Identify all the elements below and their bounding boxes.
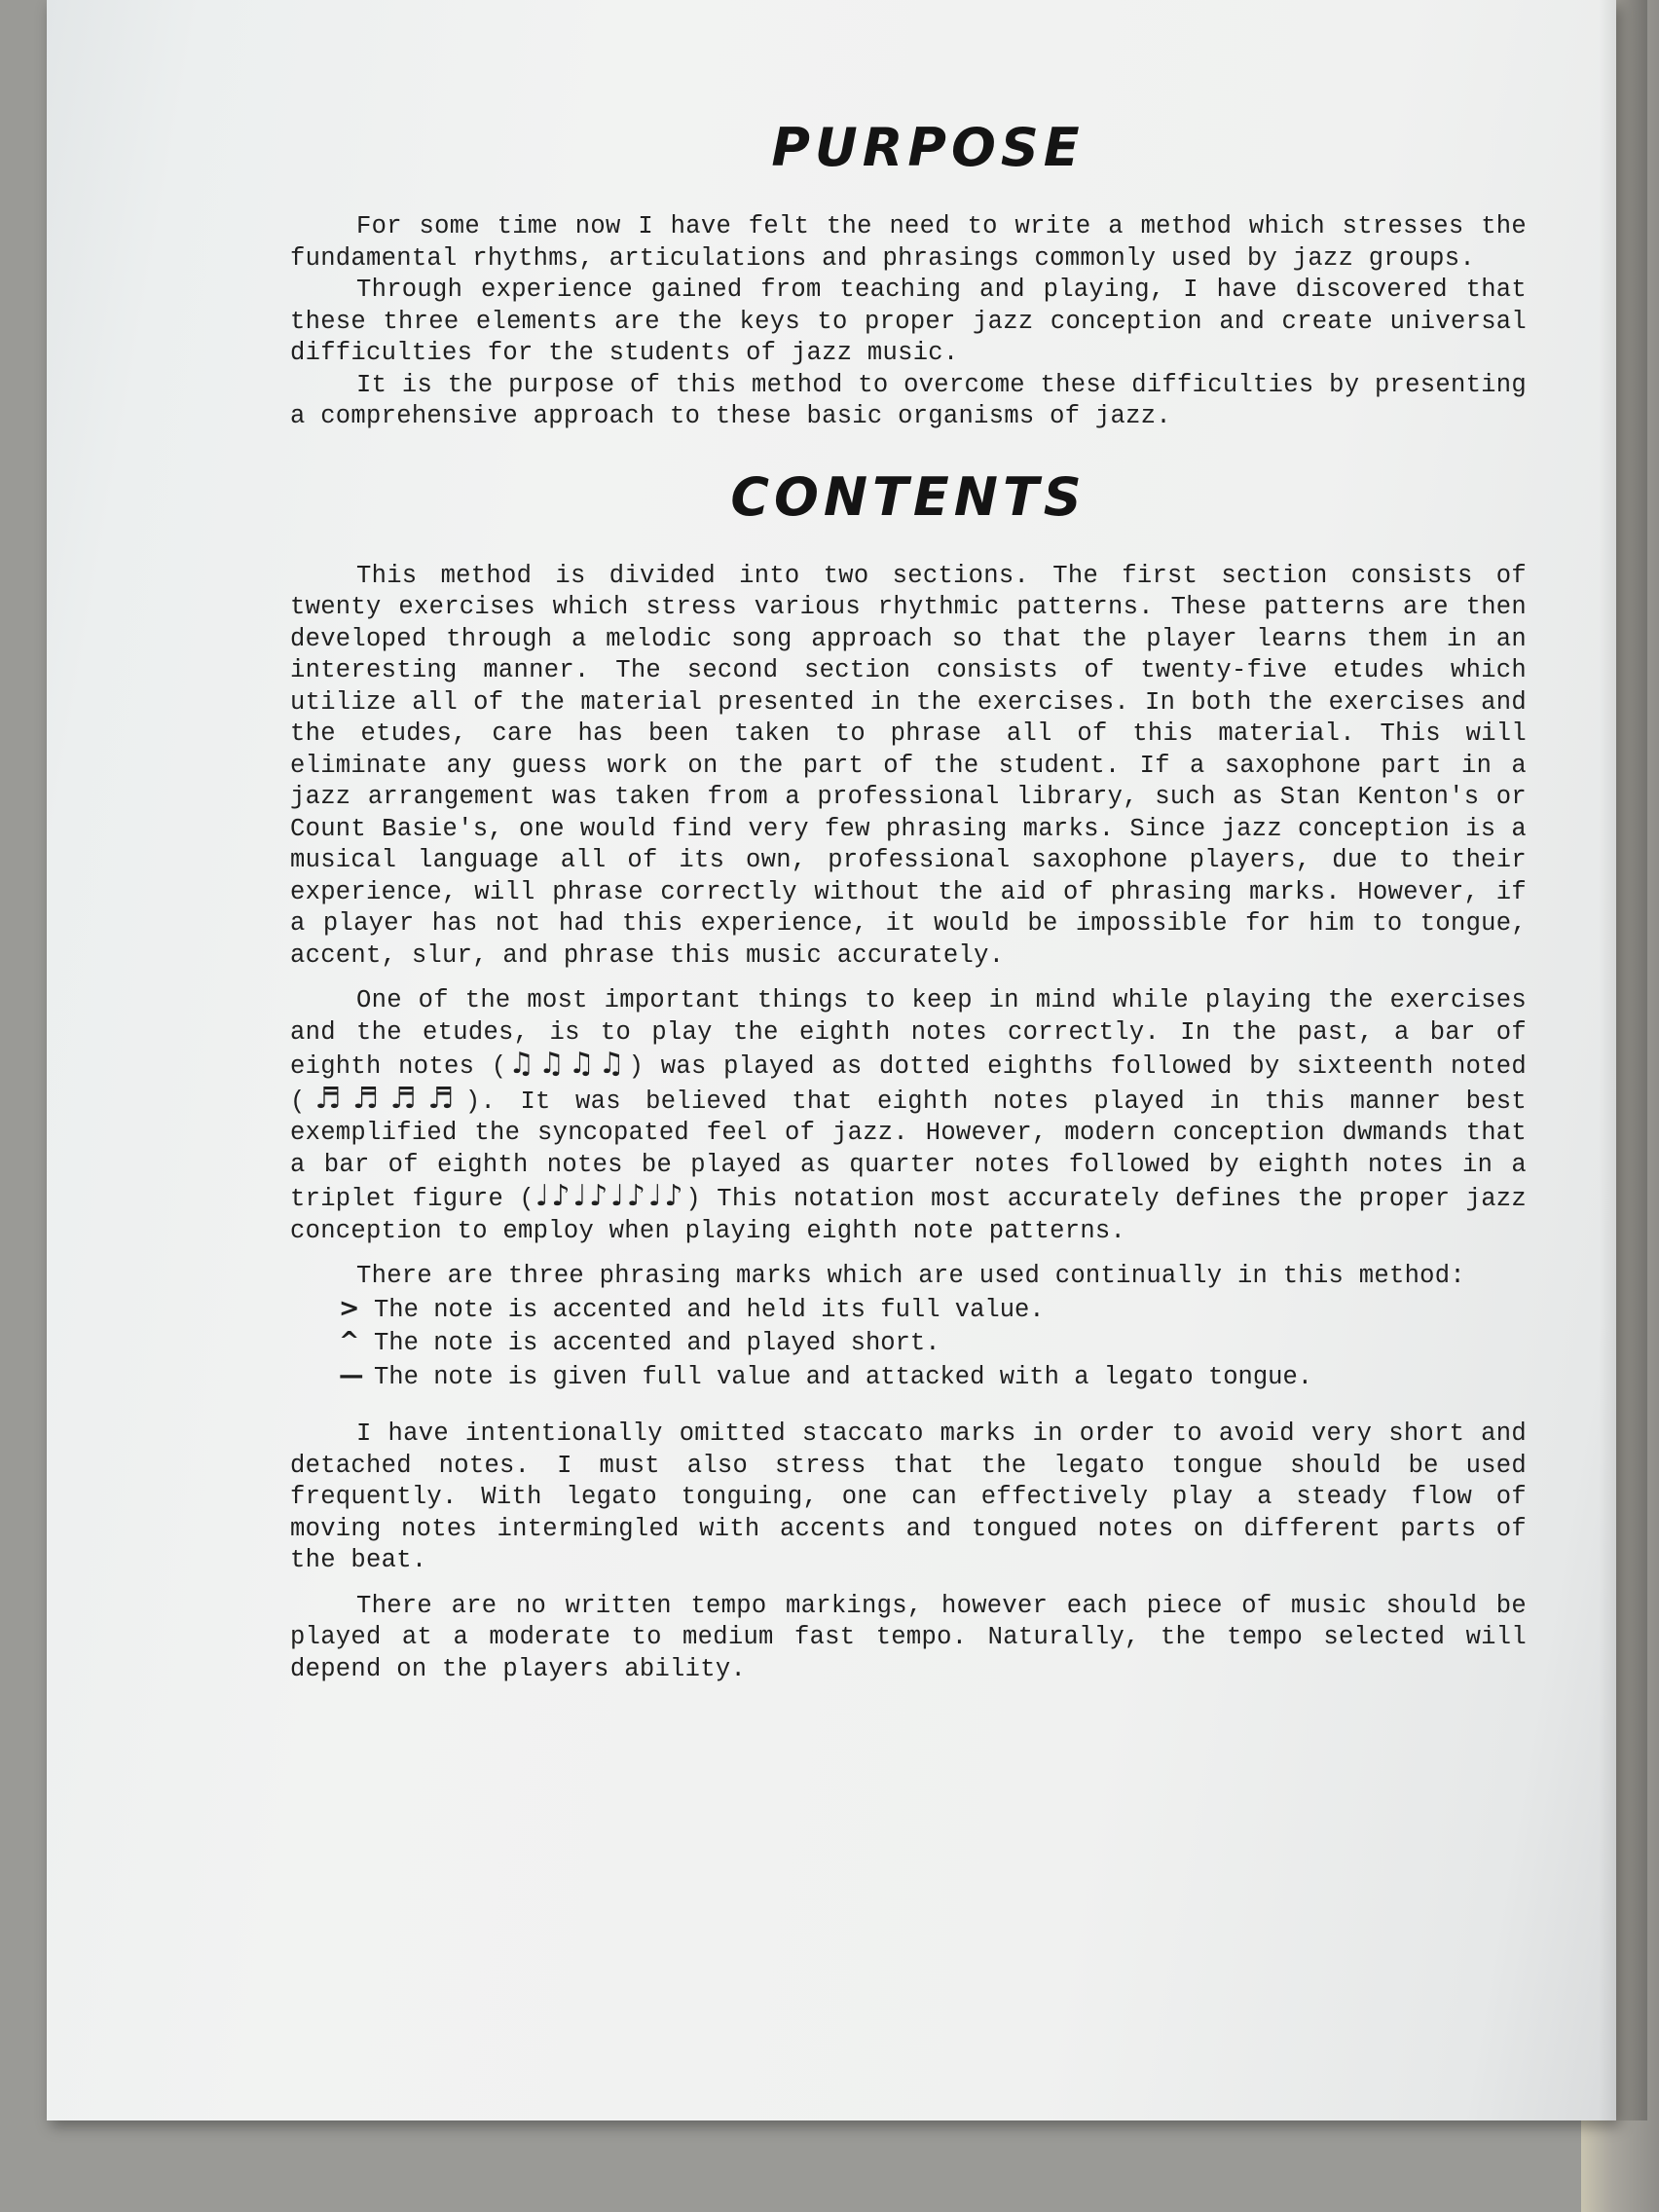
phrasing-mark-tenuto: [339, 1360, 1527, 1394]
tenuto-mark-icon: —: [339, 1360, 364, 1390]
phrasing-mark-marcato: [339, 1326, 1527, 1360]
eighth-notes-figure: ♫♫♫♫: [506, 1047, 629, 1081]
phrasing-mark-accent: [339, 1293, 1527, 1327]
p2-text-b: ) was played as dotted eighths followed by sixteenth noted (: [290, 1052, 1528, 1116]
book-page: [47, 0, 1616, 2120]
contents-paragraph-5: There are no written tempo markings, however each piece of music should be played at a moderate to medium fast tempo. Naturally, the tempo selected will depend on the players ability.: [290, 1591, 1527, 1683]
purpose-paragraph-2: Through experience gained from teaching and playing, I have discovered that these three elements are the keys to proper jazz conception and create universal difficulties for the students of jazz music.: [290, 276, 1527, 367]
contents-paragraph-3: There are three phrasing marks which are used continually in this method:: [356, 1262, 1465, 1290]
phrasing-marks-list: [290, 1293, 1527, 1394]
phrasing-mark-text: The note is accented and played short.: [374, 1329, 940, 1357]
contents-heading: CONTENTS: [730, 465, 1087, 528]
contents-paragraph-1: This method is divided into two sections. The first section consists of twenty exercises which stress various rhythmic patterns. These patterns are then developed through a melodic song approach so that the player learns them in an interesting manner. The second section consists of twenty-five etudes which utilize all of the material presented in the exercises. In both the exercises and the etudes, care has been taken to phrase all of this material. This will eliminate any guess work on the part of the student. If a saxophone part in a jazz arrangement was taken from a professional library, such as Stan Kenton's or Count Basie's, one would find very few phrasing marks. Since jazz conception is a musical language all of its own, professional saxophone players, due to their experience, will phrase correctly without the aid of phrasing marks. However, if a player has not had this experience, it would be impossible for him to tongue, accent, slur, and phrase this music accurately.: [290, 561, 1527, 970]
accent-mark-icon: >: [339, 1293, 360, 1323]
triplet-figure: ♩♪♩♪♩♪♩♪: [535, 1179, 686, 1213]
dotted-eighths-figure: ♬♬♬♬: [305, 1081, 465, 1116]
p2-text-c: ). It was believed that eighth notes played in this manner best exemplified the syncopated feel of jazz. However, modern conception dwmands that a bar of eighth notes be played as quarter notes followed by eighth notes in a triplet figure (: [290, 1087, 1527, 1213]
phrasing-mark-text: The note is accented and held its full value.: [374, 1295, 1045, 1324]
purpose-section: [290, 211, 1527, 433]
contents-paragraph-4: I have intentionally omitted staccato marks in order to avoid very short and detached notes. I must also stress that the legato tongue should be used frequently. With legato tonguing, one can effectively play a steady flow of moving notes intermingled with accents and tongued notes on different parts of the beat.: [290, 1419, 1527, 1574]
purpose-paragraph-3: It is the purpose of this method to overcome these difficulties by presenting a comprehensive approach to these basic organisms of jazz.: [290, 370, 1527, 430]
contents-paragraph-2: [290, 985, 1527, 1247]
contents-section: [290, 561, 1527, 1686]
page-content: [290, 117, 1527, 1685]
marcato-mark-icon: ^: [339, 1327, 360, 1356]
p2-text-d: ) This notation most accurately defines the proper jazz conception to employ when playing eighth note patterns.: [290, 1185, 1527, 1245]
page-gutter-shadow: [1599, 0, 1647, 2120]
purpose-heading: PURPOSE: [771, 117, 1085, 178]
p2-text-a: One of the most important things to keep in mind while playing the exercises and the etudes, is to play the eighth notes correctly. In the past, a bar of eighth notes (: [290, 986, 1527, 1081]
phrasing-mark-text: The note is given full value and attacked with a legato tongue.: [374, 1362, 1313, 1391]
purpose-paragraph-1: For some time now I have felt the need to write a method which stresses the fundamental rhythms, articulations and phrasings commonly used by jazz groups.: [290, 212, 1527, 273]
